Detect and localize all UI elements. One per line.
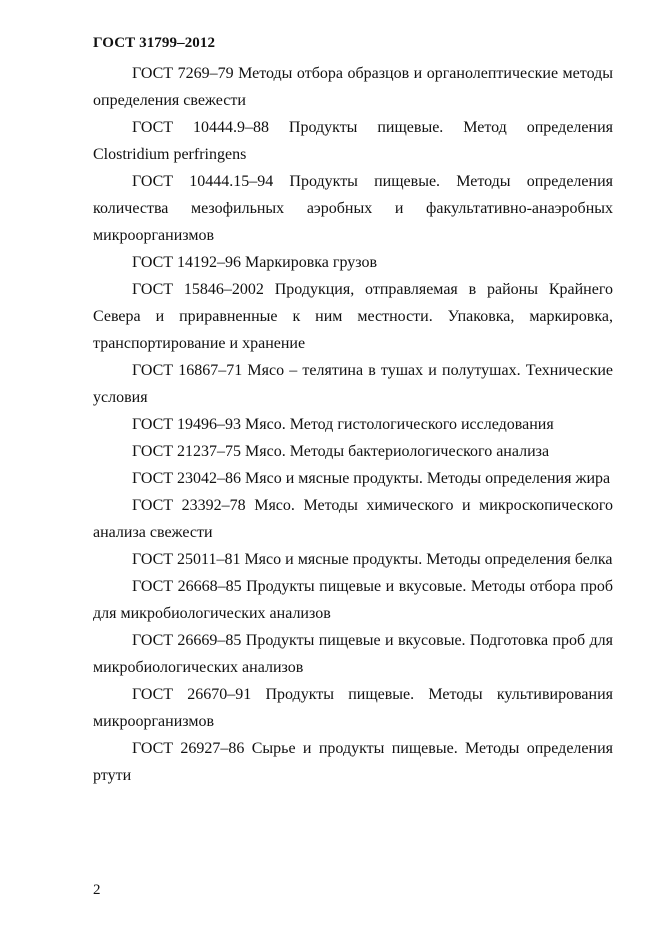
standard-entry: ГОСТ 10444.9–88 Продукты пищевые. Метод определения Clostridium perfringens	[93, 119, 613, 163]
document-header: ГОСТ 31799–2012	[93, 35, 216, 51]
standard-entry: ГОСТ 26927–86 Сырье и продукты пищевые. Методы определения ртути	[93, 740, 613, 784]
standard-entry: ГОСТ 26670–91 Продукты пищевые. Методы культивирования микроорганизмов	[93, 686, 613, 730]
standard-entry: ГОСТ 23392–78 Мясо. Методы химического и микроскопического анализа свежести	[93, 497, 613, 541]
standard-entry: ГОСТ 10444.15–94 Продукты пищевые. Методы определения количества мезофильных аэробных и факультативно-анаэробных микроорганизмов	[93, 173, 613, 244]
page-number: 2	[93, 882, 101, 898]
standards-list	[93, 60, 613, 789]
standard-entry: ГОСТ 16867–71 Мясо – телятина в тушах и полутушах. Технические условия	[93, 362, 613, 406]
standard-entry: ГОСТ 19496–93 Мясо. Метод гистологического исследования	[132, 416, 554, 433]
standard-entry: ГОСТ 23042–86 Мясо и мясные продукты. Методы определения жира	[132, 470, 611, 487]
standard-entry: ГОСТ 21237–75 Мясо. Методы бактериологического анализа	[132, 443, 550, 460]
standard-entry: ГОСТ 7269–79 Методы отбора образцов и органолептические методы определения свежести	[93, 65, 613, 109]
standard-entry: ГОСТ 26668–85 Продукты пищевые и вкусовые. Методы отбора проб для микробиологических анализов	[93, 578, 613, 622]
standard-entry: ГОСТ 26669–85 Продукты пищевые и вкусовые. Подготовка проб для микробиологических анализов	[93, 632, 613, 676]
standard-entry: ГОСТ 25011–81 Мясо и мясные продукты. Методы определения белка	[132, 551, 613, 568]
standard-entry: ГОСТ 15846–2002 Продукция, отправляемая в районы Крайнего Севера и приравненные к ним местности. Упаковка, маркировка, транспортирование и хранение	[93, 281, 613, 352]
standard-entry: ГОСТ 14192–96 Маркировка грузов	[132, 254, 378, 271]
